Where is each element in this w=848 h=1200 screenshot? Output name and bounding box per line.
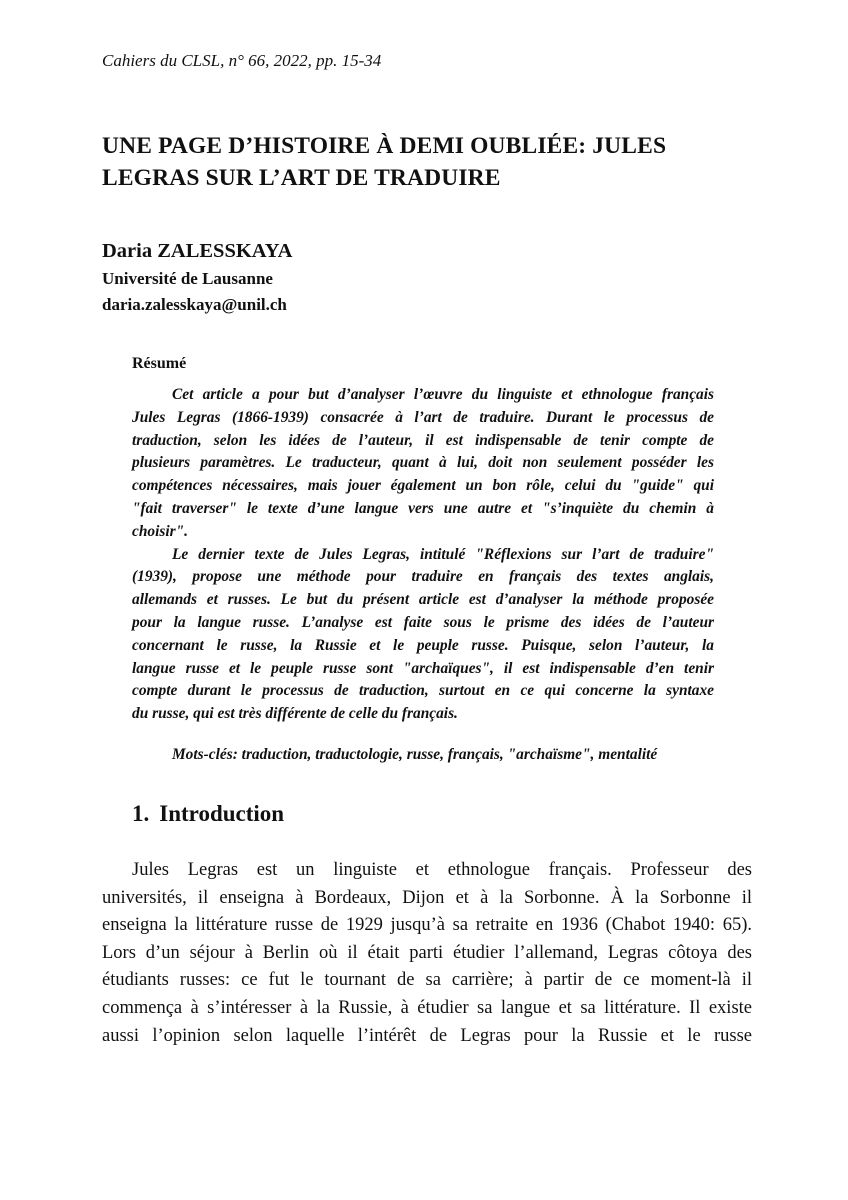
body-line: aussi l’opinion selon laquelle l’intérêt de Legras pour la Russie et le russe <box>102 1025 752 1046</box>
abstract-line: "fait traverser" le texte d’une langue vers une autre et "s’inquiète du chemin à <box>132 499 714 517</box>
article-title <box>102 130 752 194</box>
abstract-line: pour la langue russe. L’analyse est faite sous le prisme des idées de l’auteur <box>132 613 714 631</box>
body-line: Lors d’un séjour à Berlin où il était parti étudier l’allemand, Legras côtoya des <box>102 942 752 963</box>
author-email: daria.zalesskaya@unil.ch <box>102 295 287 314</box>
body-line: enseigna la littérature russe de 1929 jusqu’à sa retraite en 1936 (Chabot 1940: 65). <box>102 915 752 936</box>
abstract-keywords: Mots-clés: traduction, traductologie, russe, français, "archaïsme", mentalité <box>172 746 658 763</box>
abstract-line: langue russe et le peuple russe sont "archaïques", il est indispensable d’en tenir <box>132 659 714 677</box>
abstract-line: compte durant le processus de traduction, surtout en ce qui concerne la syntaxe <box>132 682 714 700</box>
abstract-paragraph <box>132 384 714 544</box>
abstract-line: Cet article a pour but d’analyser l’œuvre du linguiste et ethnologue français <box>172 386 714 403</box>
author-name: Daria ZALESSKAYA <box>102 240 293 262</box>
abstract-line: concernant le russe, la Russie et le peuple russe. Puisque, selon l’auteur, la <box>132 636 714 654</box>
abstract-line: Jules Legras (1866-1939) consacrée à l’art de traduire. Durant le processus de <box>132 408 714 426</box>
body-paragraph <box>102 857 752 1050</box>
article-title-line: LEGRAS SUR L’ART DE TRADUIRE <box>102 165 501 191</box>
abstract-paragraph <box>132 544 714 726</box>
abstract-line: compétences nécessaires, mais jouer également un bon rôle, celui du "guide" qui <box>132 477 714 495</box>
body-line: commença à s’intéresser à la Russie, à étudier sa langue et sa littérature. Il existe <box>102 997 752 1018</box>
abstract-line: du russe, qui est très différente de celle du français. <box>132 705 458 723</box>
abstract-line: (1939), propose une méthode pour traduire en français des textes anglais, <box>132 568 714 586</box>
author-affiliation: Université de Lausanne <box>102 269 273 288</box>
section-title: Introduction <box>159 801 285 826</box>
body-line: Jules Legras est un linguiste et ethnologue français. Professeur des <box>132 860 752 880</box>
author-block <box>102 236 292 318</box>
abstract-line: choisir". <box>132 522 189 540</box>
abstract-line: Le dernier texte de Jules Legras, intitulé "Réflexions sur l’art de traduire" <box>172 545 714 563</box>
abstract-heading: Résumé <box>132 355 187 372</box>
abstract-line: plusieurs paramètres. Le traducteur, quant à lui, doit non seulement posséder les <box>132 454 714 472</box>
article-title-line: UNE PAGE D’HISTOIRE À DEMI OUBLIÉE: JULES <box>102 133 667 159</box>
body-line: étudiants russes: ce fut le tournant de sa carrière; à partir de ce moment-là il <box>102 970 752 991</box>
abstract-line: allemands et russes. Le but du présent article est d’analyser la méthode proposée <box>132 591 714 609</box>
abstract-body <box>132 384 714 726</box>
section-heading <box>132 801 284 827</box>
body-line: universités, il enseigna à Bordeaux, Dijon et à la Sorbonne. À la Sorbonne il <box>102 887 752 908</box>
section-number: 1. <box>132 801 150 826</box>
abstract-line: traduction, selon les idées de l’auteur, il est indispensable de tenir compte de <box>132 431 714 449</box>
running-head: Cahiers du CLSL, n° 66, 2022, pp. 15-34 <box>102 51 382 70</box>
